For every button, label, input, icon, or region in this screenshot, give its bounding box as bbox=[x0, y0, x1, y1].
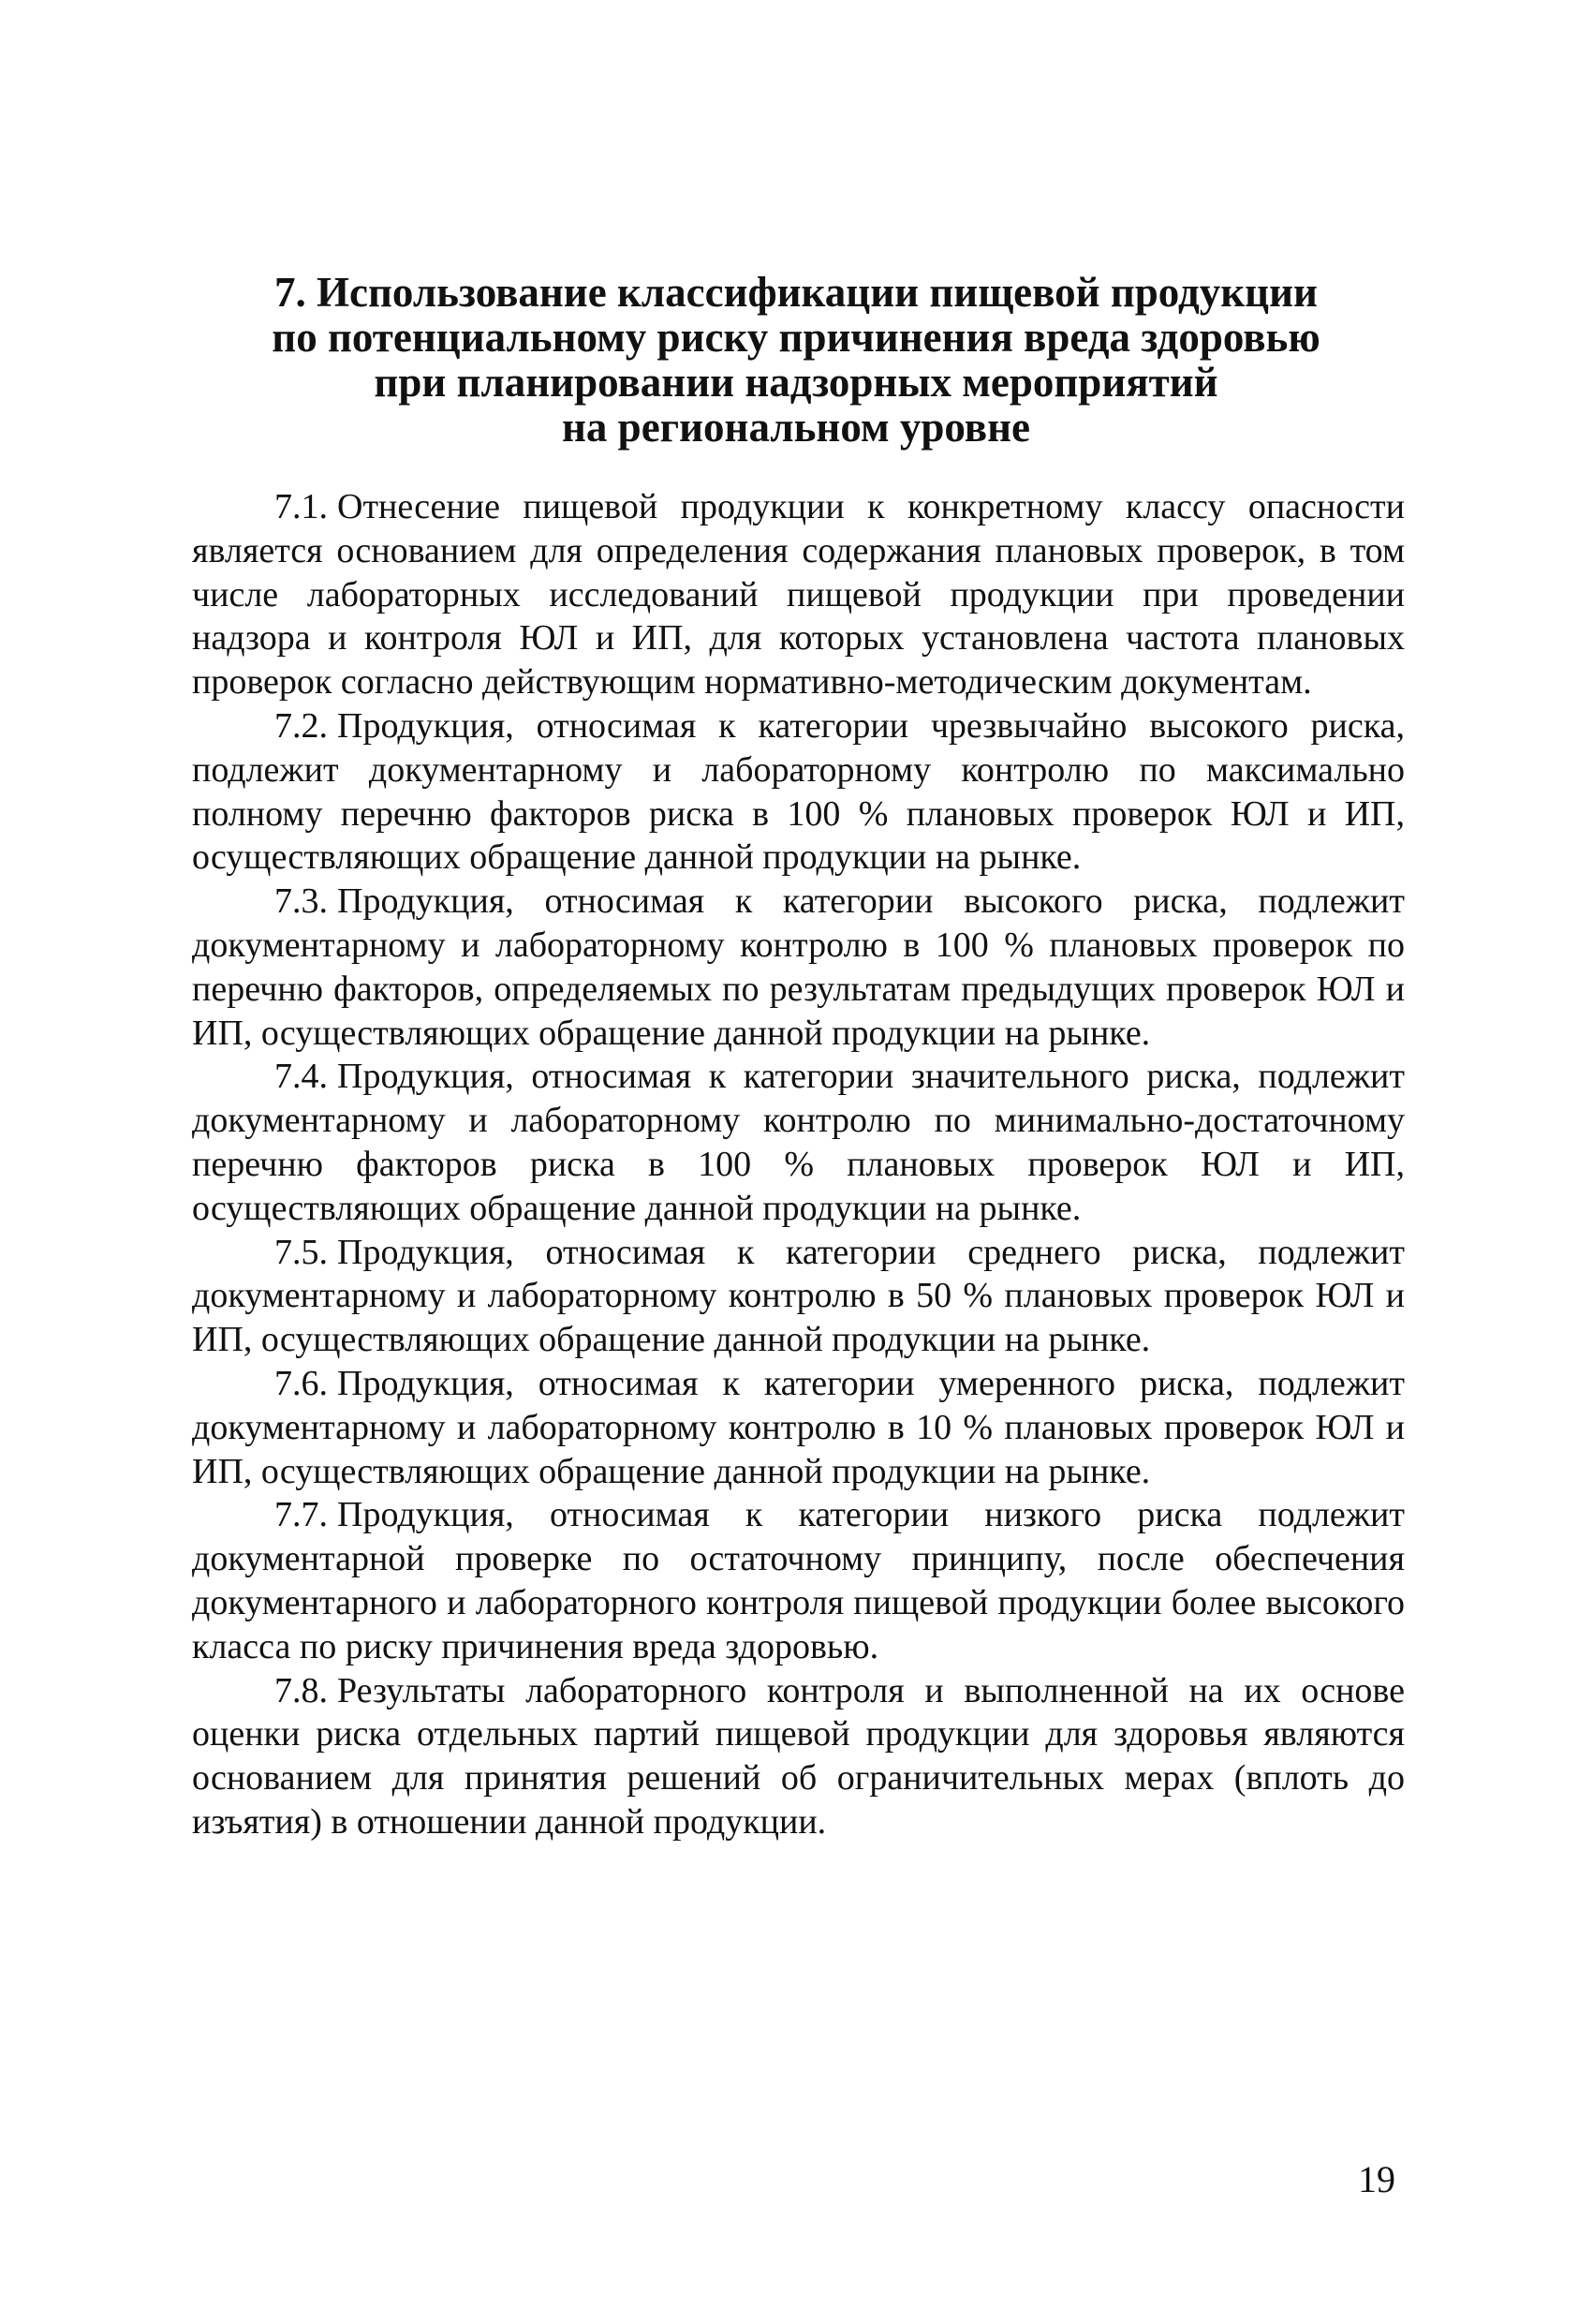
paragraph-text: Результаты лабораторного контроля и выполненной на их основе оценки риска отдельных партий пищевой продукции для здоровья являются основанием для принятия решений об ограничительных мерах (вплоть до изъятия) в отношении данной продукции. bbox=[192, 1670, 1405, 1842]
paragraph-7-1 bbox=[192, 485, 1405, 704]
paragraph-text: Продукция, относимая к категории среднего риска, подлежит документарному и лабораторному контролю в 50 % плановых проверок ЮЛ и ИП, осуществляющих обращение данной продукции на рынке. bbox=[192, 1232, 1405, 1360]
section-heading bbox=[187, 270, 1405, 450]
paragraph-text: Продукция, относимая к категории высокого риска, подлежит документарному и лабораторному контролю в 100 % плановых проверок по перечню факторов, определяемых по результатам предыдущих проверок ЮЛ и ИП, осуществляющих обращение данной продукции на рынке. bbox=[192, 881, 1405, 1053]
paragraph-number: 7.3. bbox=[274, 881, 328, 922]
section-heading-line-3: при планировании надзорных мероприятий bbox=[374, 359, 1218, 406]
paragraph-text: Продукция, относимая к категории значительного риска, подлежит документарному и лабораторному контролю по минимально-достаточному перечню факторов риска в 100 % плановых проверок ЮЛ и ИП, осуществляющих обращение данной продукции на рынке. bbox=[192, 1057, 1405, 1228]
paragraph-number: 7.7. bbox=[274, 1495, 328, 1535]
section-body bbox=[192, 485, 1405, 1844]
paragraph-7-3 bbox=[192, 880, 1405, 1055]
paragraph-7-4 bbox=[192, 1055, 1405, 1230]
paragraph-text: Продукция, относимая к категории умеренного риска, подлежит документарному и лабораторному контролю в 10 % плановых проверок ЮЛ и ИП, осуществляющих обращение данной продукции на рынке. bbox=[192, 1363, 1405, 1491]
paragraph-number: 7.4. bbox=[274, 1057, 328, 1097]
paragraph-text: Отнесение пищевой продукции к конкретному классу опасности является основанием для определения содержания плановых проверок, в том числе лабораторных исследований пищевой продукции при проведении надзора и контроля ЮЛ и ИП, для которых установлена частота плановых проверок согласно действующим нормативно-методическим документам. bbox=[192, 487, 1405, 703]
paragraph-7-8 bbox=[192, 1669, 1405, 1844]
section-heading-line-2: по потенциальному риску причинения вреда здоровью bbox=[272, 314, 1320, 361]
paragraph-number: 7.5. bbox=[274, 1232, 328, 1272]
paragraph-7-6 bbox=[192, 1362, 1405, 1493]
paragraph-number: 7.8. bbox=[274, 1670, 328, 1710]
paragraph-text: Продукция, относимая к категории низкого риска подлежит документарной проверке по остаточному принципу, после обеспечения документарного и лабораторного контроля пищевой продукции более высокого класса по риску причинения вреда здоровью. bbox=[192, 1495, 1405, 1666]
section-heading-line-1: 7. Использование классификации пищевой продукции bbox=[274, 269, 1318, 316]
paragraph-7-7 bbox=[192, 1493, 1405, 1668]
paragraph-text: Продукция, относимая к категории чрезвычайно высокого риска, подлежит документарному и лабораторному контролю по максимально полному перечню факторов риска в 100 % плановых проверок ЮЛ и ИП, осуществляющих обращение данной продукции на рынке. bbox=[192, 705, 1405, 878]
paragraph-number: 7.2. bbox=[274, 705, 328, 746]
page-number: 19 bbox=[1358, 2158, 1395, 2200]
paragraph-7-5 bbox=[192, 1231, 1405, 1362]
paragraph-number: 7.6. bbox=[274, 1363, 328, 1403]
paragraph-number: 7.1. bbox=[274, 487, 328, 526]
section-heading-line-4: на региональном уровне bbox=[562, 404, 1030, 451]
paragraph-7-2 bbox=[192, 704, 1405, 880]
